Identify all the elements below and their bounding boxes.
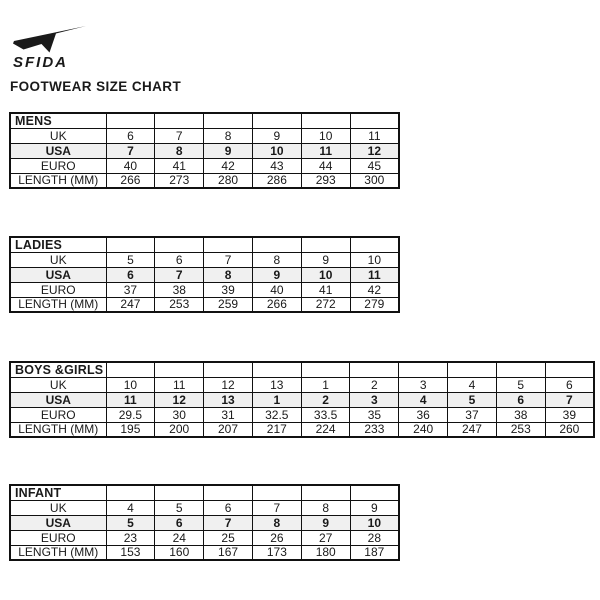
size-cell: 11 xyxy=(350,267,399,282)
size-cell: 28 xyxy=(350,530,399,545)
size-cell: 10 xyxy=(301,267,350,282)
table-title: BOYS &GIRLS xyxy=(10,362,106,377)
size-cell: 8 xyxy=(252,515,301,530)
size-cell: 233 xyxy=(350,422,399,437)
size-cell: 42 xyxy=(204,158,253,173)
table-row xyxy=(10,377,594,392)
size-cell: 2 xyxy=(350,377,399,392)
size-cell: 37 xyxy=(106,282,155,297)
row-label: USA xyxy=(10,515,106,530)
mens-size-table xyxy=(9,112,400,189)
mens-table-section xyxy=(9,112,400,189)
size-cell: 200 xyxy=(155,422,204,437)
size-cell: 7 xyxy=(155,267,204,282)
ladies-table-section xyxy=(9,236,400,313)
size-cell: 6 xyxy=(496,392,545,407)
size-cell: 7 xyxy=(106,143,155,158)
table-row xyxy=(10,143,399,158)
size-cell: 5 xyxy=(496,377,545,392)
size-cell: 280 xyxy=(204,173,253,188)
size-cell: 5 xyxy=(106,252,155,267)
table-row xyxy=(10,407,594,422)
boys-girls-table-section xyxy=(9,361,595,438)
size-cell: 32.5 xyxy=(252,407,301,422)
table-row xyxy=(10,252,399,267)
table-row xyxy=(10,297,399,312)
size-cell: 247 xyxy=(448,422,497,437)
row-label: UK xyxy=(10,377,106,392)
size-cell: 266 xyxy=(252,297,301,312)
size-cell: 259 xyxy=(204,297,253,312)
size-cell: 41 xyxy=(301,282,350,297)
size-cell: 27 xyxy=(301,530,350,545)
size-cell: 9 xyxy=(252,267,301,282)
infant-size-table xyxy=(9,484,400,561)
size-cell: 23 xyxy=(106,530,155,545)
table-header-row xyxy=(10,113,399,128)
size-cell: 7 xyxy=(155,128,204,143)
size-cell: 8 xyxy=(155,143,204,158)
size-cell: 26 xyxy=(252,530,301,545)
size-cell: 2 xyxy=(301,392,350,407)
empty-header-cell xyxy=(350,113,399,128)
row-label: LENGTH (MM) xyxy=(10,297,106,312)
table-row xyxy=(10,392,594,407)
size-cell: 5 xyxy=(106,515,155,530)
size-cell: 207 xyxy=(204,422,253,437)
empty-header-cell xyxy=(350,485,399,500)
sfida-swoosh-icon xyxy=(13,25,91,53)
row-label: LENGTH (MM) xyxy=(10,173,106,188)
size-cell: 4 xyxy=(399,392,448,407)
table-row xyxy=(10,267,399,282)
size-cell: 8 xyxy=(252,252,301,267)
empty-header-cell xyxy=(350,362,399,377)
size-cell: 8 xyxy=(204,128,253,143)
empty-header-cell xyxy=(301,113,350,128)
size-cell: 7 xyxy=(252,500,301,515)
size-cell: 153 xyxy=(106,545,155,560)
row-label: EURO xyxy=(10,407,106,422)
table-row xyxy=(10,515,399,530)
size-cell: 40 xyxy=(106,158,155,173)
empty-header-cell xyxy=(106,362,155,377)
row-label: LENGTH (MM) xyxy=(10,545,106,560)
size-cell: 30 xyxy=(155,407,204,422)
size-cell: 8 xyxy=(204,267,253,282)
size-cell: 6 xyxy=(545,377,594,392)
size-cell: 11 xyxy=(350,128,399,143)
brand-name: SFIDA xyxy=(13,54,68,71)
row-label: UK xyxy=(10,500,106,515)
infant-table-section xyxy=(9,484,400,561)
size-cell: 42 xyxy=(350,282,399,297)
empty-header-cell xyxy=(399,362,448,377)
size-cell: 40 xyxy=(252,282,301,297)
table-title: LADIES xyxy=(10,237,106,252)
size-cell: 36 xyxy=(399,407,448,422)
size-cell: 273 xyxy=(155,173,204,188)
size-cell: 217 xyxy=(252,422,301,437)
size-cell: 31 xyxy=(204,407,253,422)
size-cell: 10 xyxy=(350,252,399,267)
size-cell: 13 xyxy=(204,392,253,407)
size-cell: 300 xyxy=(350,173,399,188)
empty-header-cell xyxy=(106,113,155,128)
size-cell: 253 xyxy=(496,422,545,437)
table-row xyxy=(10,500,399,515)
table-row xyxy=(10,422,594,437)
size-cell: 279 xyxy=(350,297,399,312)
empty-header-cell xyxy=(252,237,301,252)
size-cell: 13 xyxy=(252,377,301,392)
table-header-row xyxy=(10,362,594,377)
size-cell: 43 xyxy=(252,158,301,173)
size-cell: 266 xyxy=(106,173,155,188)
size-cell: 8 xyxy=(301,500,350,515)
empty-header-cell xyxy=(496,362,545,377)
size-cell: 160 xyxy=(155,545,204,560)
size-cell: 37 xyxy=(448,407,497,422)
size-cell: 4 xyxy=(448,377,497,392)
table-row xyxy=(10,282,399,297)
size-cell: 286 xyxy=(252,173,301,188)
table-row xyxy=(10,545,399,560)
empty-header-cell xyxy=(155,362,204,377)
size-cell: 29.5 xyxy=(106,407,155,422)
table-row xyxy=(10,128,399,143)
size-cell: 9 xyxy=(350,500,399,515)
size-cell: 5 xyxy=(448,392,497,407)
empty-header-cell xyxy=(448,362,497,377)
empty-header-cell xyxy=(252,485,301,500)
size-cell: 9 xyxy=(252,128,301,143)
size-cell: 10 xyxy=(350,515,399,530)
size-cell: 6 xyxy=(204,500,253,515)
row-label: EURO xyxy=(10,282,106,297)
empty-header-cell xyxy=(301,485,350,500)
size-cell: 272 xyxy=(301,297,350,312)
size-cell: 10 xyxy=(301,128,350,143)
size-cell: 38 xyxy=(496,407,545,422)
empty-header-cell xyxy=(252,113,301,128)
size-cell: 44 xyxy=(301,158,350,173)
empty-header-cell xyxy=(155,113,204,128)
empty-header-cell xyxy=(155,237,204,252)
empty-header-cell xyxy=(106,485,155,500)
size-cell: 9 xyxy=(204,143,253,158)
size-cell: 10 xyxy=(106,377,155,392)
page-title: FOOTWEAR SIZE CHART xyxy=(10,79,182,94)
size-cell: 41 xyxy=(155,158,204,173)
empty-header-cell xyxy=(301,362,350,377)
table-title: INFANT xyxy=(10,485,106,500)
size-cell: 38 xyxy=(155,282,204,297)
size-cell: 11 xyxy=(106,392,155,407)
size-cell: 240 xyxy=(399,422,448,437)
size-cell: 39 xyxy=(204,282,253,297)
size-cell: 4 xyxy=(106,500,155,515)
size-cell: 6 xyxy=(106,267,155,282)
size-cell: 9 xyxy=(301,515,350,530)
size-cell: 12 xyxy=(204,377,253,392)
size-cell: 7 xyxy=(204,515,253,530)
table-row xyxy=(10,158,399,173)
empty-header-cell xyxy=(204,113,253,128)
row-label: USA xyxy=(10,392,106,407)
empty-header-cell xyxy=(204,237,253,252)
empty-header-cell xyxy=(301,237,350,252)
size-cell: 33.5 xyxy=(301,407,350,422)
empty-header-cell xyxy=(545,362,594,377)
size-cell: 5 xyxy=(155,500,204,515)
size-cell: 187 xyxy=(350,545,399,560)
size-cell: 45 xyxy=(350,158,399,173)
size-cell: 11 xyxy=(301,143,350,158)
size-cell: 12 xyxy=(350,143,399,158)
size-cell: 173 xyxy=(252,545,301,560)
size-cell: 9 xyxy=(301,252,350,267)
empty-header-cell xyxy=(252,362,301,377)
row-label: UK xyxy=(10,128,106,143)
size-cell: 293 xyxy=(301,173,350,188)
size-cell: 3 xyxy=(399,377,448,392)
size-cell: 260 xyxy=(545,422,594,437)
size-cell: 7 xyxy=(204,252,253,267)
size-cell: 7 xyxy=(545,392,594,407)
empty-header-cell xyxy=(204,485,253,500)
size-cell: 25 xyxy=(204,530,253,545)
table-row xyxy=(10,173,399,188)
brand-logo xyxy=(13,25,103,71)
table-row xyxy=(10,530,399,545)
empty-header-cell xyxy=(106,237,155,252)
size-cell: 180 xyxy=(301,545,350,560)
size-cell: 6 xyxy=(155,515,204,530)
size-cell: 195 xyxy=(106,422,155,437)
size-cell: 253 xyxy=(155,297,204,312)
size-cell: 167 xyxy=(204,545,253,560)
size-cell: 35 xyxy=(350,407,399,422)
empty-header-cell xyxy=(155,485,204,500)
size-cell: 1 xyxy=(252,392,301,407)
size-cell: 12 xyxy=(155,392,204,407)
boys-girls-size-table xyxy=(9,361,595,438)
size-cell: 6 xyxy=(106,128,155,143)
row-label: EURO xyxy=(10,158,106,173)
size-cell: 247 xyxy=(106,297,155,312)
row-label: UK xyxy=(10,252,106,267)
size-cell: 24 xyxy=(155,530,204,545)
size-cell: 11 xyxy=(155,377,204,392)
row-label: LENGTH (MM) xyxy=(10,422,106,437)
size-cell: 1 xyxy=(301,377,350,392)
table-title: MENS xyxy=(10,113,106,128)
size-cell: 10 xyxy=(252,143,301,158)
table-header-row xyxy=(10,237,399,252)
row-label: USA xyxy=(10,143,106,158)
size-cell: 39 xyxy=(545,407,594,422)
size-cell: 3 xyxy=(350,392,399,407)
row-label: EURO xyxy=(10,530,106,545)
table-header-row xyxy=(10,485,399,500)
size-cell: 224 xyxy=(301,422,350,437)
size-cell: 6 xyxy=(155,252,204,267)
ladies-size-table xyxy=(9,236,400,313)
empty-header-cell xyxy=(350,237,399,252)
empty-header-cell xyxy=(204,362,253,377)
row-label: USA xyxy=(10,267,106,282)
